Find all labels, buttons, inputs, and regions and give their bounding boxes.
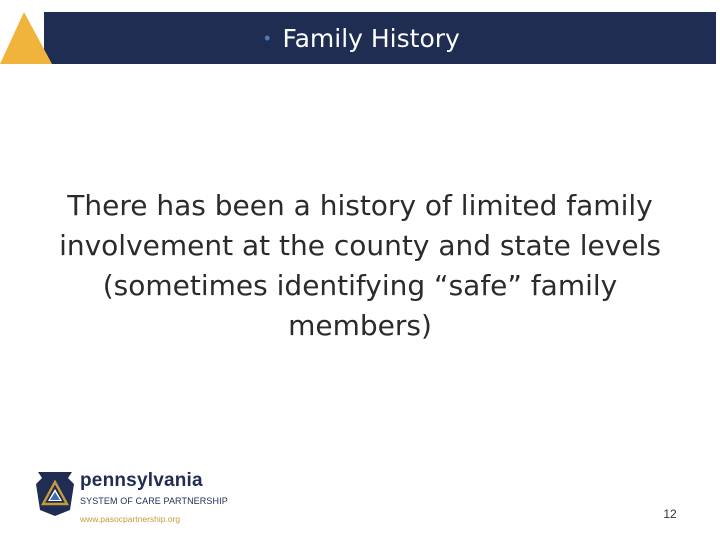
logo-name: pennsylvania xyxy=(80,470,203,491)
logo-subtitle: SYSTEM OF CARE PARTNERSHIP xyxy=(80,496,228,506)
header-band xyxy=(0,12,716,64)
header-title-wrap xyxy=(0,12,716,64)
slide-title: Family History xyxy=(282,23,460,53)
page-number: 12 xyxy=(663,507,677,521)
footer-logo xyxy=(34,470,228,530)
slide-body-text: There has been a history of limited family involvement at the county and state levels (sometimes identifying “safe” family members) xyxy=(59,189,661,342)
logo-url[interactable]: www.pasocpartnership.org xyxy=(80,514,181,524)
header-bullet: • xyxy=(264,28,271,48)
keystone-logo-icon xyxy=(34,470,76,516)
